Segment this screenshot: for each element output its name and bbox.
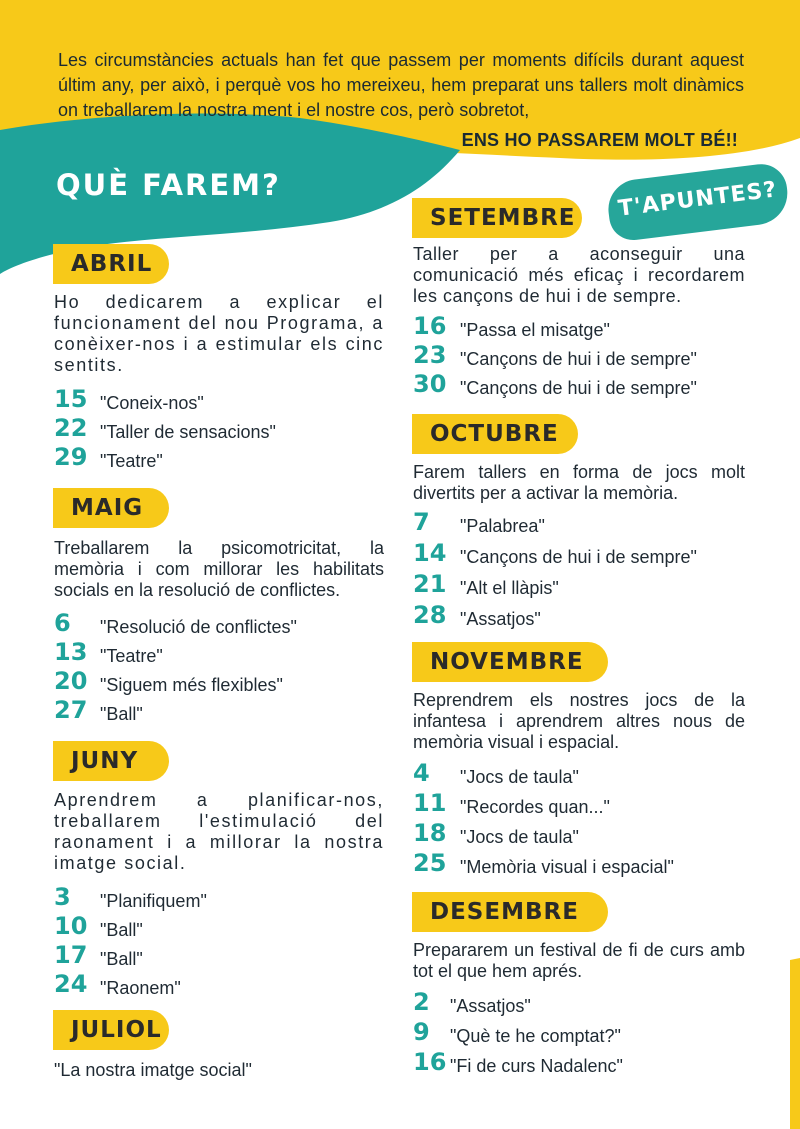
- session-day: 10: [54, 912, 88, 940]
- session-day: 14: [413, 539, 447, 567]
- session-title: "Memòria visual i espacial": [460, 857, 674, 877]
- month-description-juny: Aprendrem a planificar-nos, treballarem l'estimulació del raonament i a millorar la nostra imatge social.: [54, 790, 384, 873]
- month-label-abril: ABRIL: [53, 244, 169, 284]
- session-day: 17: [54, 941, 88, 969]
- month-label-maig: MAIG: [53, 488, 169, 528]
- session-day: 13: [54, 638, 88, 666]
- session-title: "Taller de sensacions": [100, 422, 276, 442]
- session-title: "Assatjos": [460, 609, 541, 629]
- session-title: "Resolució de conflictes": [100, 617, 297, 637]
- session-day: 29: [54, 443, 88, 471]
- session-day: 23: [413, 341, 447, 369]
- month-description-abril: Ho dedicarem a explicar el funcionament del nou Programa, a conèixer-nos i a estimular els cinc sentits.: [54, 292, 384, 375]
- session-title: "Cançons de hui i de sempre": [460, 349, 697, 369]
- session-day: 30: [413, 370, 447, 398]
- session-title: "Ball": [100, 704, 143, 724]
- month-label-juliol: JULIOL: [53, 1010, 169, 1050]
- session-title: "Coneix-nos": [100, 393, 204, 413]
- month-label-desembre: DESEMBRE: [412, 892, 608, 932]
- session-title: "Palabrea": [460, 516, 545, 536]
- session-title: "Passa el misatge": [460, 320, 610, 340]
- session-title: "Què te he comptat?": [450, 1026, 621, 1046]
- session-title: "Ball": [100, 920, 143, 940]
- month-label-setembre: SETEMBRE: [412, 198, 582, 238]
- session-title: "Alt el llàpis": [460, 578, 559, 598]
- session-day: 22: [54, 414, 88, 442]
- session-day: 9: [413, 1018, 430, 1046]
- session-day: 6: [54, 609, 71, 637]
- session-day: 21: [413, 570, 447, 598]
- signup-badge: T'APUNTES?: [605, 161, 791, 242]
- month-description-juliol: "La nostra imatge social": [54, 1060, 252, 1080]
- session-title: "Teatre": [100, 451, 163, 471]
- bottom-right-accent: [790, 958, 800, 1129]
- session-day: 4: [413, 759, 430, 787]
- month-description-setembre: Taller per a aconseguir una comunicació més eficaç i recordarem les cançons de hui i de sempre.: [413, 244, 745, 306]
- session-day: 11: [413, 789, 447, 817]
- month-description-octubre: Farem tallers en forma de jocs molt divertits per a activar la memòria.: [413, 462, 745, 503]
- session-title: "Jocs de taula": [460, 827, 579, 847]
- month-label-juny: JUNY: [53, 741, 169, 781]
- session-title: "Siguem més flexibles": [100, 675, 283, 695]
- session-day: 2: [413, 988, 430, 1016]
- intro-paragraph: Les circumstàncies actuals han fet que passem per moments difícils durant aquest últim any, per això, i perquè vos ho mereixeu, hem preparat uns tallers molt dinàmics on treballarem la nostra ment i el nostre cos, però sobretot,: [58, 50, 744, 120]
- session-title: "Cançons de hui i de sempre": [460, 547, 697, 567]
- session-title: "Jocs de taula": [460, 767, 579, 787]
- month-label-octubre: OCTUBRE: [412, 414, 578, 454]
- session-day: 16: [413, 1048, 447, 1076]
- month-description-novembre: Reprendrem els nostres jocs de la infantesa i aprendrem altres nous de memòria visual i espacial.: [413, 690, 745, 752]
- session-title: "Planifiquem": [100, 891, 207, 911]
- session-day: 7: [413, 508, 430, 536]
- session-title: "Assatjos": [450, 996, 531, 1016]
- month-description-desembre: Prepararem un festival de fi de curs amb tot el que hem aprés.: [413, 940, 745, 981]
- session-day: 24: [54, 970, 88, 998]
- intro-highlight: ENS HO PASSAREM MOLT BÉ!!: [461, 130, 738, 150]
- session-day: 16: [413, 312, 447, 340]
- session-day: 18: [413, 819, 447, 847]
- session-title: "Teatre": [100, 646, 163, 666]
- session-title: "Fi de curs Nadalenc": [450, 1056, 623, 1076]
- session-title: "Recordes quan...": [460, 797, 610, 817]
- session-day: 27: [54, 696, 88, 724]
- session-day: 25: [413, 849, 447, 877]
- session-title: "Cançons de hui i de sempre": [460, 378, 697, 398]
- headline: QUÈ FAREM?: [56, 168, 281, 202]
- session-day: 28: [413, 601, 447, 629]
- session-day: 20: [54, 667, 88, 695]
- session-day: 3: [54, 883, 71, 911]
- month-label-novembre: NOVEMBRE: [412, 642, 608, 682]
- session-day: 15: [54, 385, 88, 413]
- session-title: "Ball": [100, 949, 143, 969]
- session-title: "Raonem": [100, 978, 181, 998]
- month-description-maig: Treballarem la psicomotricitat, la memòria i com millorar les habilitats socials en la resolució de conflictes.: [54, 538, 384, 600]
